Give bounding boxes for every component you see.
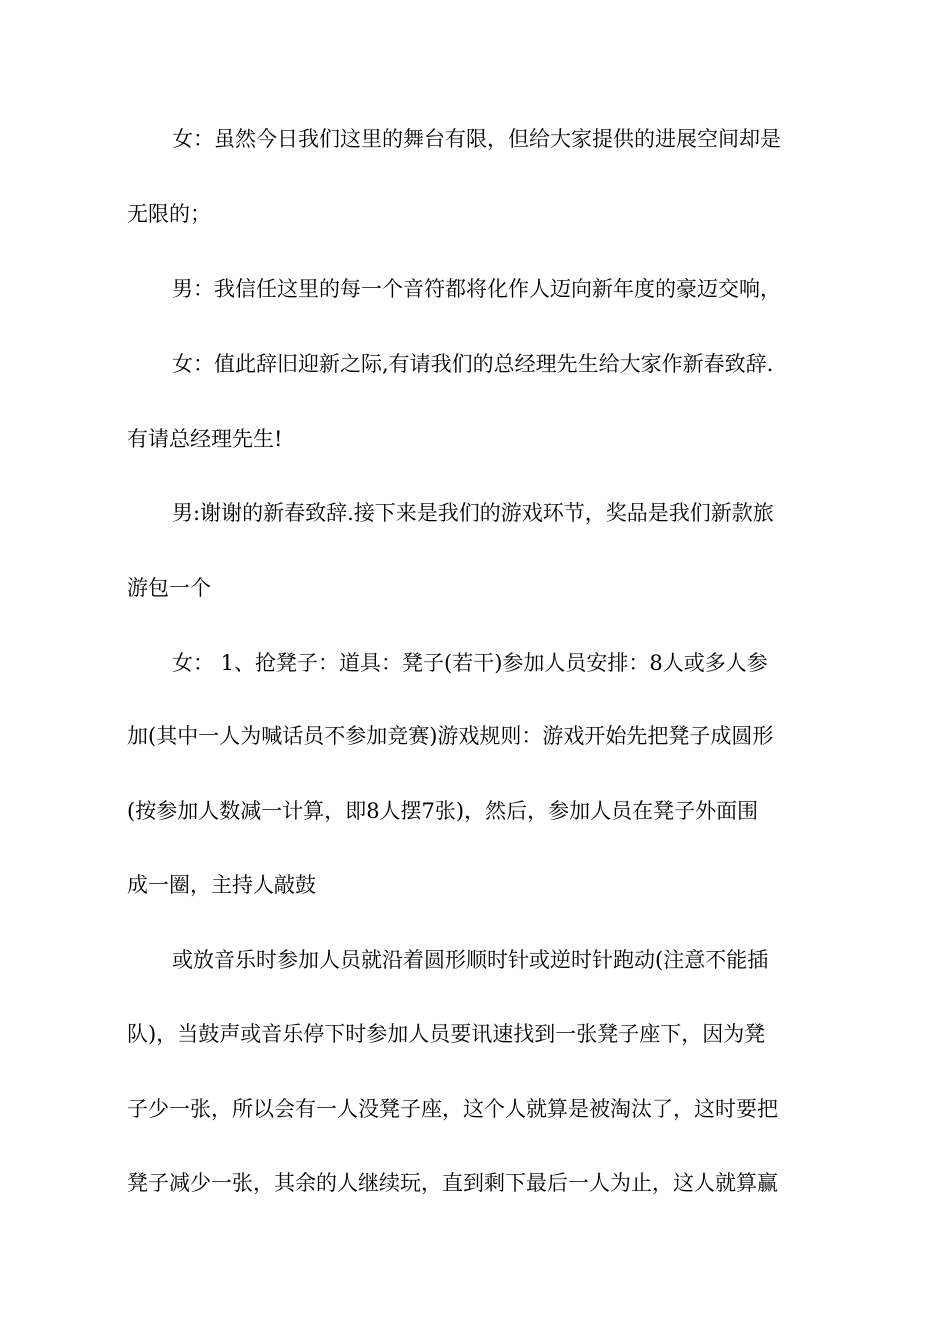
paragraph-line: 女： 1、抢凳子：道具：凳子(若干)参加人员安排：8人或多人参 <box>172 651 768 675</box>
paragraph-line: (按参加人数减一计算，即8人摆7张)，然后，参加人员在凳子外面围 <box>127 799 759 823</box>
paragraph-line: 成一圈，主持人敲鼓 <box>127 873 316 897</box>
paragraph-line: 游包一个 <box>127 576 211 600</box>
paragraph-line: 加(其中一人为喊话员不参加竞赛)游戏规则：游戏开始先把凳子成圆形 <box>127 724 774 748</box>
paragraph-line: 有请总经理先生! <box>127 427 283 451</box>
paragraph-line: 男：我信任这里的每一个音符都将化作人迈向新年度的豪迈交响， <box>172 277 781 301</box>
paragraph-line: 女：值此辞旧迎新之际,有请我们的总经理先生给大家作新春致辞. <box>172 352 774 376</box>
paragraph-line: 队)，当鼓声或音乐停下时参加人员要讯速找到一张凳子座下，因为凳 <box>127 1022 766 1046</box>
paragraph-line: 子少一张，所以会有一人没凳子座，这个人就算是被淘汰了，这时要把 <box>127 1097 778 1121</box>
paragraph-line: 凳子减少一张，其余的人继续玩，直到剩下最后一人为止，这人就算赢 <box>127 1171 778 1195</box>
paragraph-line: 女：虽然今日我们这里的舞台有限，但给大家提供的进展空间却是 <box>172 127 781 151</box>
paragraph-line: 无限的； <box>127 202 211 226</box>
paragraph-line: 或放音乐时参加人员就沿着圆形顺时针或逆时针跑动(注意不能插 <box>172 948 769 972</box>
paragraph-line: 男:谢谢的新春致辞.接下来是我们的游戏环节，奖品是我们新款旅 <box>172 501 774 525</box>
